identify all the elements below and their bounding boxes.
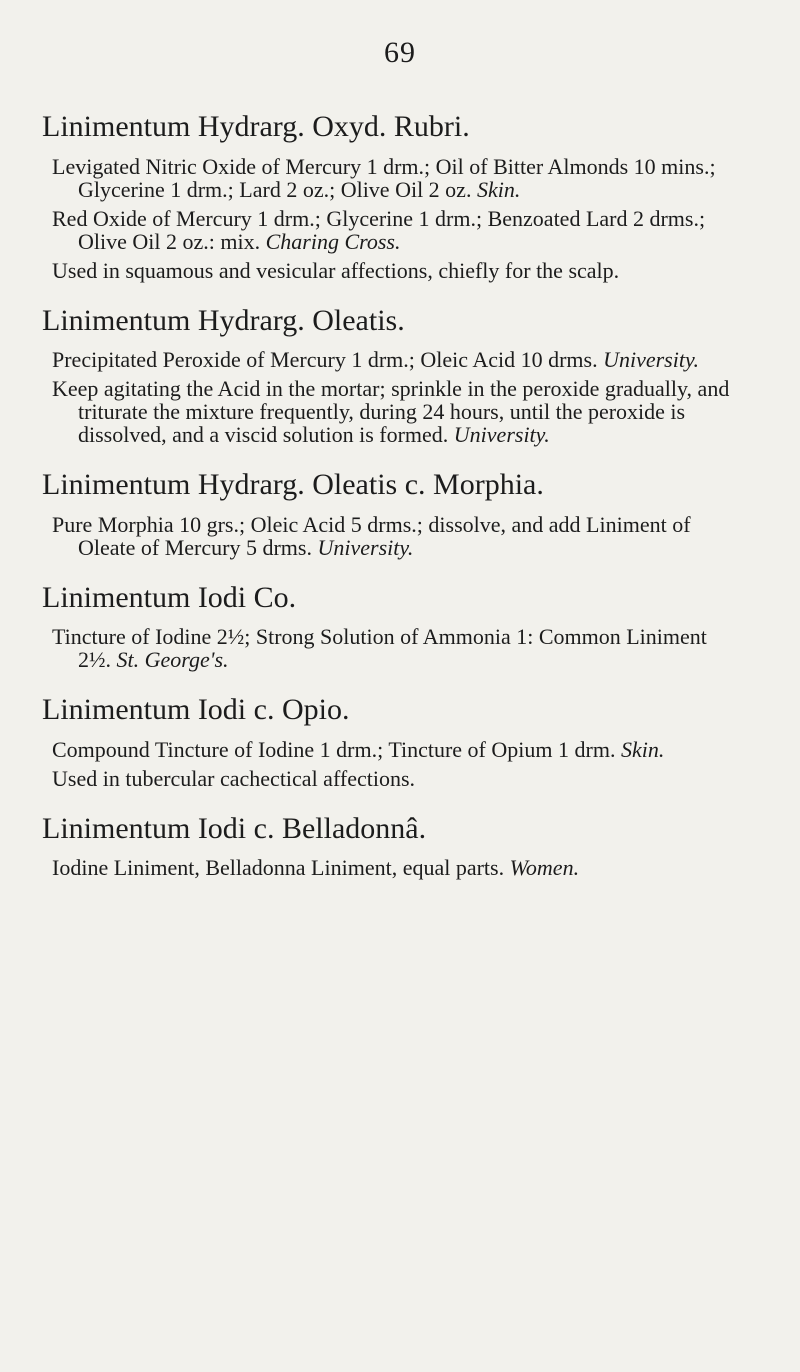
source-name: Skin.	[476, 176, 521, 202]
source-name: Charing Cross.	[265, 228, 401, 254]
source-name: University.	[453, 422, 550, 447]
liniment-entry	[42, 812, 742, 880]
entry-title: Linimentum Hydrarg. Oleatis c. Morphia.	[42, 468, 544, 501]
entry-paragraph	[42, 155, 742, 201]
paragraph-text: Used in squamous and vesicular affections, chiefly for the scalp.	[52, 257, 620, 283]
entry-paragraph	[42, 767, 742, 790]
source-name: St. George's.	[116, 647, 229, 672]
paragraph-text: Pure Morphia 10 grs.; Oleic Acid 5 drms.; dissolve, and add Liniment of Oleate of Mercury 5 drms.	[52, 511, 691, 560]
liniment-entry	[42, 581, 742, 672]
paragraph-text: Levigated Nitric Oxide of Mercury 1 drm.; Oil of Bitter Almonds 10 mins.; Glycerine 1 drm.; Lard 2 oz.; Olive Oil 2 oz.	[52, 153, 716, 202]
page-content	[42, 110, 742, 901]
liniment-entry	[42, 110, 742, 282]
paragraph-text: Compound Tincture of Iodine 1 drm.; Tincture of Opium 1 drm.	[52, 736, 616, 762]
paragraph-text: Keep agitating the Acid in the mortar; sprinkle in the peroxide gradually, and triturate the mixture frequently, during 24 hours, until the peroxide is dissolved, and a viscid solution is formed.	[52, 376, 730, 447]
entry-title: Linimentum Iodi c. Belladonnâ.	[42, 811, 427, 845]
paragraph-text: Precipitated Peroxide of Mercury 1 drm.; Oleic Acid 10 drms.	[52, 347, 598, 372]
liniment-entry	[42, 468, 742, 559]
source-name: University.	[317, 534, 414, 560]
paragraph-text: Used in tubercular cachectical affections.	[52, 765, 416, 791]
entry-paragraph	[42, 625, 742, 671]
source-name: University.	[603, 347, 700, 372]
entry-title: Linimentum Hydrarg. Oxyd. Rubri.	[42, 110, 470, 143]
entry-title: Linimentum Hydrarg. Oleatis.	[42, 303, 405, 337]
source-name: Skin.	[620, 736, 665, 762]
entry-paragraph	[42, 513, 742, 559]
liniment-entry	[42, 693, 742, 790]
entry-paragraph	[42, 856, 742, 879]
entry-title: Linimentum Iodi c. Opio.	[42, 693, 350, 726]
paragraph-text: Red Oxide of Mercury 1 drm.; Glycerine 1 drm.; Benzoated Lard 2 drms.; Olive Oil 2 oz.: mix.	[52, 205, 706, 254]
entry-paragraph	[42, 738, 742, 761]
entry-paragraph	[42, 348, 742, 371]
entry-paragraph	[42, 377, 742, 446]
page-number: 69	[384, 36, 416, 69]
source-name: Women.	[509, 855, 580, 880]
paragraph-text: Tincture of Iodine 2½; Strong Solution of Ammonia 1: Common Liniment 2½.	[52, 624, 707, 672]
entry-paragraph	[42, 207, 742, 253]
paragraph-text: Iodine Liniment, Belladonna Liniment, equal parts.	[52, 855, 505, 880]
entry-title: Linimentum Iodi Co.	[42, 580, 297, 614]
entry-paragraph	[42, 259, 742, 282]
liniment-entry	[42, 304, 742, 447]
